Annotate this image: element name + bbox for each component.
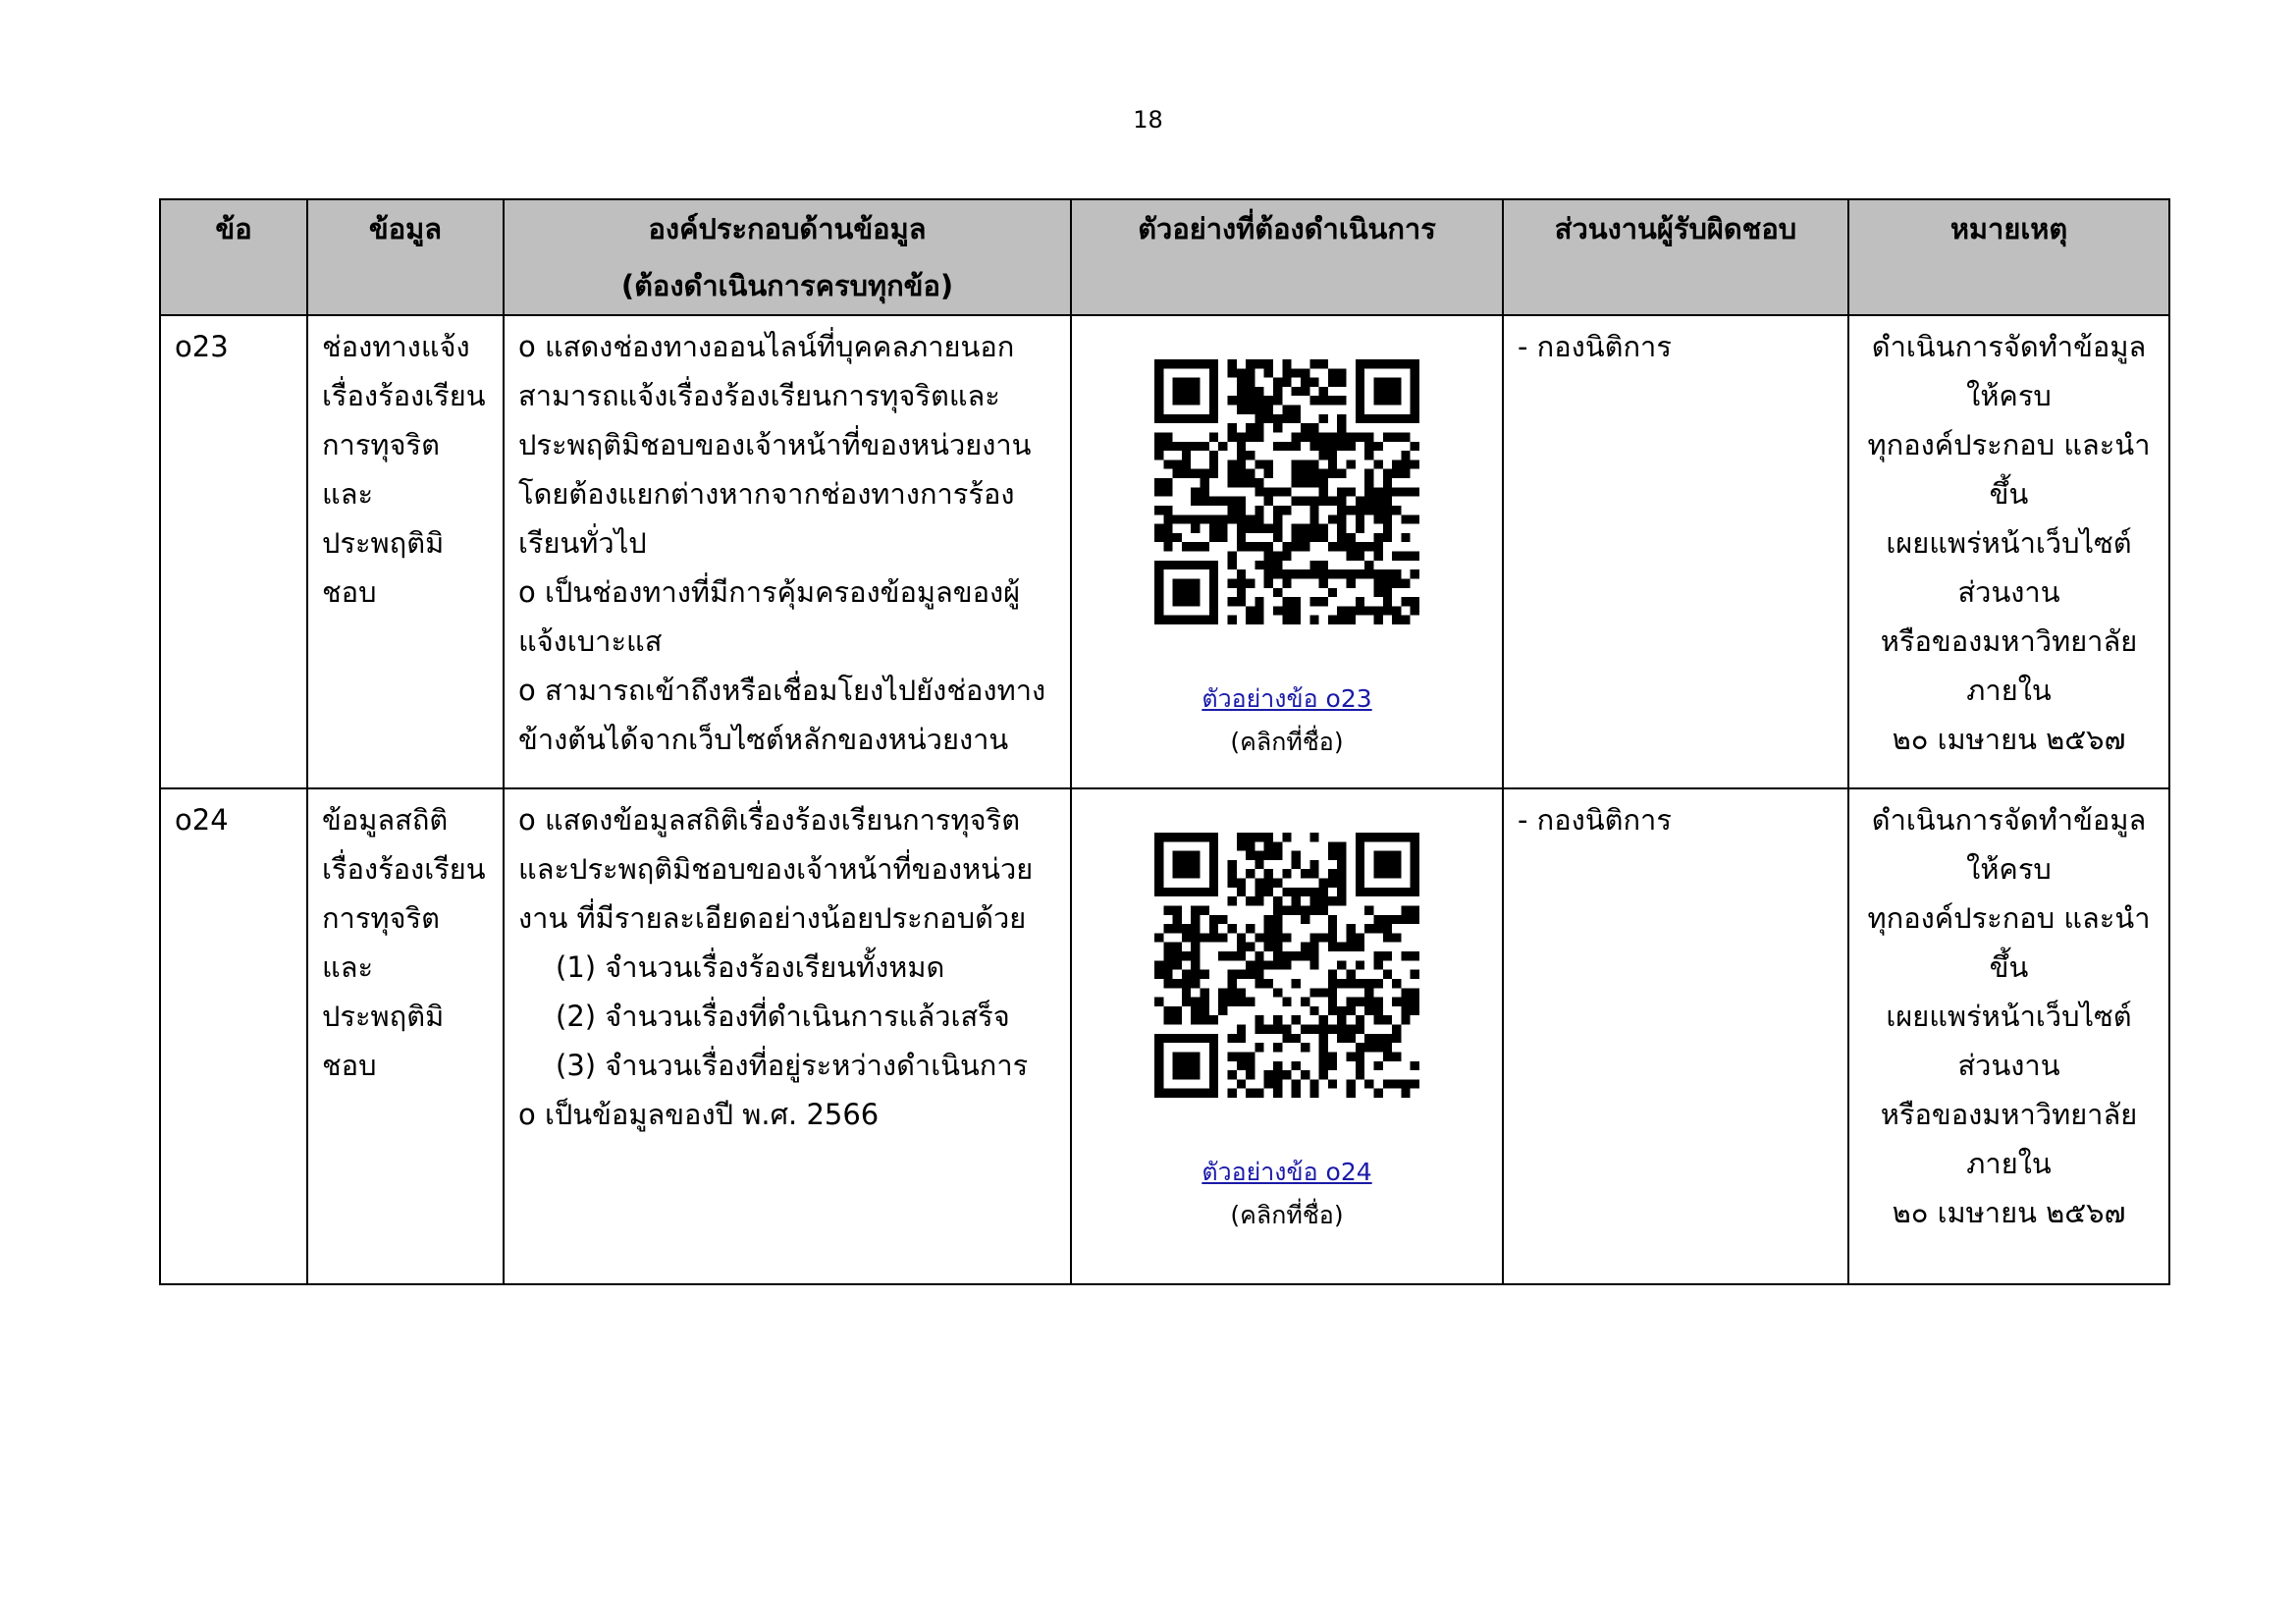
row-id: o24	[160, 788, 307, 1284]
remark-line: เผยแพร่หน้าเว็บไซต์ส่วนงาน	[1886, 1000, 2132, 1082]
header-example: ตัวอย่างที่ต้องดำเนินการ	[1071, 199, 1503, 315]
row-remark	[1848, 315, 2169, 788]
page-number: 18	[1133, 106, 1163, 134]
remark-line: หรือของมหาวิทยาลัย	[1880, 1098, 2138, 1131]
row-responsible: - กองนิติการ	[1503, 315, 1848, 788]
example-link[interactable]: ตัวอย่างข้อ o23	[1201, 684, 1372, 713]
table-row	[160, 315, 2169, 788]
table-header-row	[160, 199, 2169, 315]
component-item: o แสดงช่องทางออนไลน์ที่บุคคลภายนอกสามารถแจ้งเรื่องร้องเรียนการทุจริตและประพฤติมิชอบของเจ้าหน้าที่ของหน่วยงาน โดยต้องแยกต่างหากจากช่องทางการร้องเรียนทั่วไป	[518, 330, 1032, 560]
row-components	[504, 315, 1071, 788]
table-row	[160, 788, 2169, 1284]
row-example	[1071, 315, 1503, 788]
component-item: o แสดงข้อมูลสถิติเรื่องร้องเรียนการทุจริตและประพฤติมิชอบของเจ้าหน้าที่ของหน่วยงาน ที่มีรายละเอียดอย่างน้อยประกอบด้วย	[518, 803, 1034, 935]
example-note: (คลิกที่ชื่อ)	[1230, 728, 1344, 756]
topic-line: เรื่องร้องเรียน	[322, 379, 486, 412]
component-item: (2) จำนวนเรื่องที่ดำเนินการแล้วเสร็จ	[556, 1000, 1010, 1033]
remark-line: ภายใน	[1966, 674, 2052, 707]
header-components-line2: (ต้องดำเนินการครบทุกข้อ)	[620, 269, 954, 302]
row-responsible: - กองนิติการ	[1503, 788, 1848, 1284]
remark-line: ดำเนินการจัดทำข้อมูลให้ครบ	[1871, 330, 2147, 412]
qr-code-image[interactable]	[1154, 359, 1419, 624]
header-remark: หมายเหตุ	[1848, 199, 2169, 315]
requirements-table	[159, 198, 2170, 1285]
topic-line: ช่องทางแจ้ง	[322, 330, 470, 363]
remark-line: ดำเนินการจัดทำข้อมูลให้ครบ	[1871, 803, 2147, 886]
qr-code-image[interactable]	[1154, 833, 1419, 1098]
remark-line: หรือของมหาวิทยาลัย	[1880, 624, 2138, 658]
row-example	[1071, 788, 1503, 1284]
header-components	[504, 199, 1071, 315]
row-components	[504, 788, 1071, 1284]
row-remark	[1848, 788, 2169, 1284]
topic-line: เรื่องร้องเรียน	[322, 852, 486, 886]
example-link[interactable]: ตัวอย่างข้อ o24	[1201, 1158, 1372, 1186]
header-responsible: ส่วนงานผู้รับผิดชอบ	[1503, 199, 1848, 315]
topic-line: การทุจริตและ	[322, 901, 440, 984]
remark-line: เผยแพร่หน้าเว็บไซต์ส่วนงาน	[1886, 526, 2132, 609]
remark-line: ภายใน	[1966, 1147, 2052, 1180]
topic-line: ข้อมูลสถิติ	[322, 803, 449, 837]
remark-line: ทุกองค์ประกอบ และนำขึ้น	[1867, 428, 2151, 511]
row-topic	[307, 315, 504, 788]
header-components-line1: องค์ประกอบด้านข้อมูล	[648, 212, 927, 245]
topic-line: ชอบ	[322, 575, 377, 609]
component-item: o สามารถเข้าถึงหรือเชื่อมโยงไปยังช่องทางข้างต้นได้จากเว็บไซต์หลักของหน่วยงาน	[518, 674, 1046, 756]
remark-line: ทุกองค์ประกอบ และนำขึ้น	[1867, 901, 2151, 984]
component-item: o เป็นข้อมูลของปี พ.ศ. 2566	[518, 1098, 880, 1131]
header-id: ข้อ	[160, 199, 307, 315]
header-topic: ข้อมูล	[307, 199, 504, 315]
component-item: (1) จำนวนเรื่องร้องเรียนทั้งหมด	[556, 950, 945, 984]
topic-line: ประพฤติมิ	[322, 1000, 445, 1033]
topic-line: การทุจริตและ	[322, 428, 440, 511]
topic-line: ประพฤติมิ	[322, 526, 445, 560]
example-note: (คลิกที่ชื่อ)	[1230, 1201, 1344, 1229]
component-item: o เป็นช่องทางที่มีการคุ้มครองข้อมูลของผู้แจ้งเบาะแส	[518, 575, 1021, 658]
row-id: o23	[160, 315, 307, 788]
remark-line: ๒๐ เมษายน ๒๕๖๗	[1892, 1196, 2126, 1229]
row-topic	[307, 788, 504, 1284]
component-item: (3) จำนวนเรื่องที่อยู่ระหว่างดำเนินการ	[556, 1049, 1029, 1082]
remark-line: ๒๐ เมษายน ๒๕๖๗	[1892, 723, 2126, 756]
topic-line: ชอบ	[322, 1049, 377, 1082]
